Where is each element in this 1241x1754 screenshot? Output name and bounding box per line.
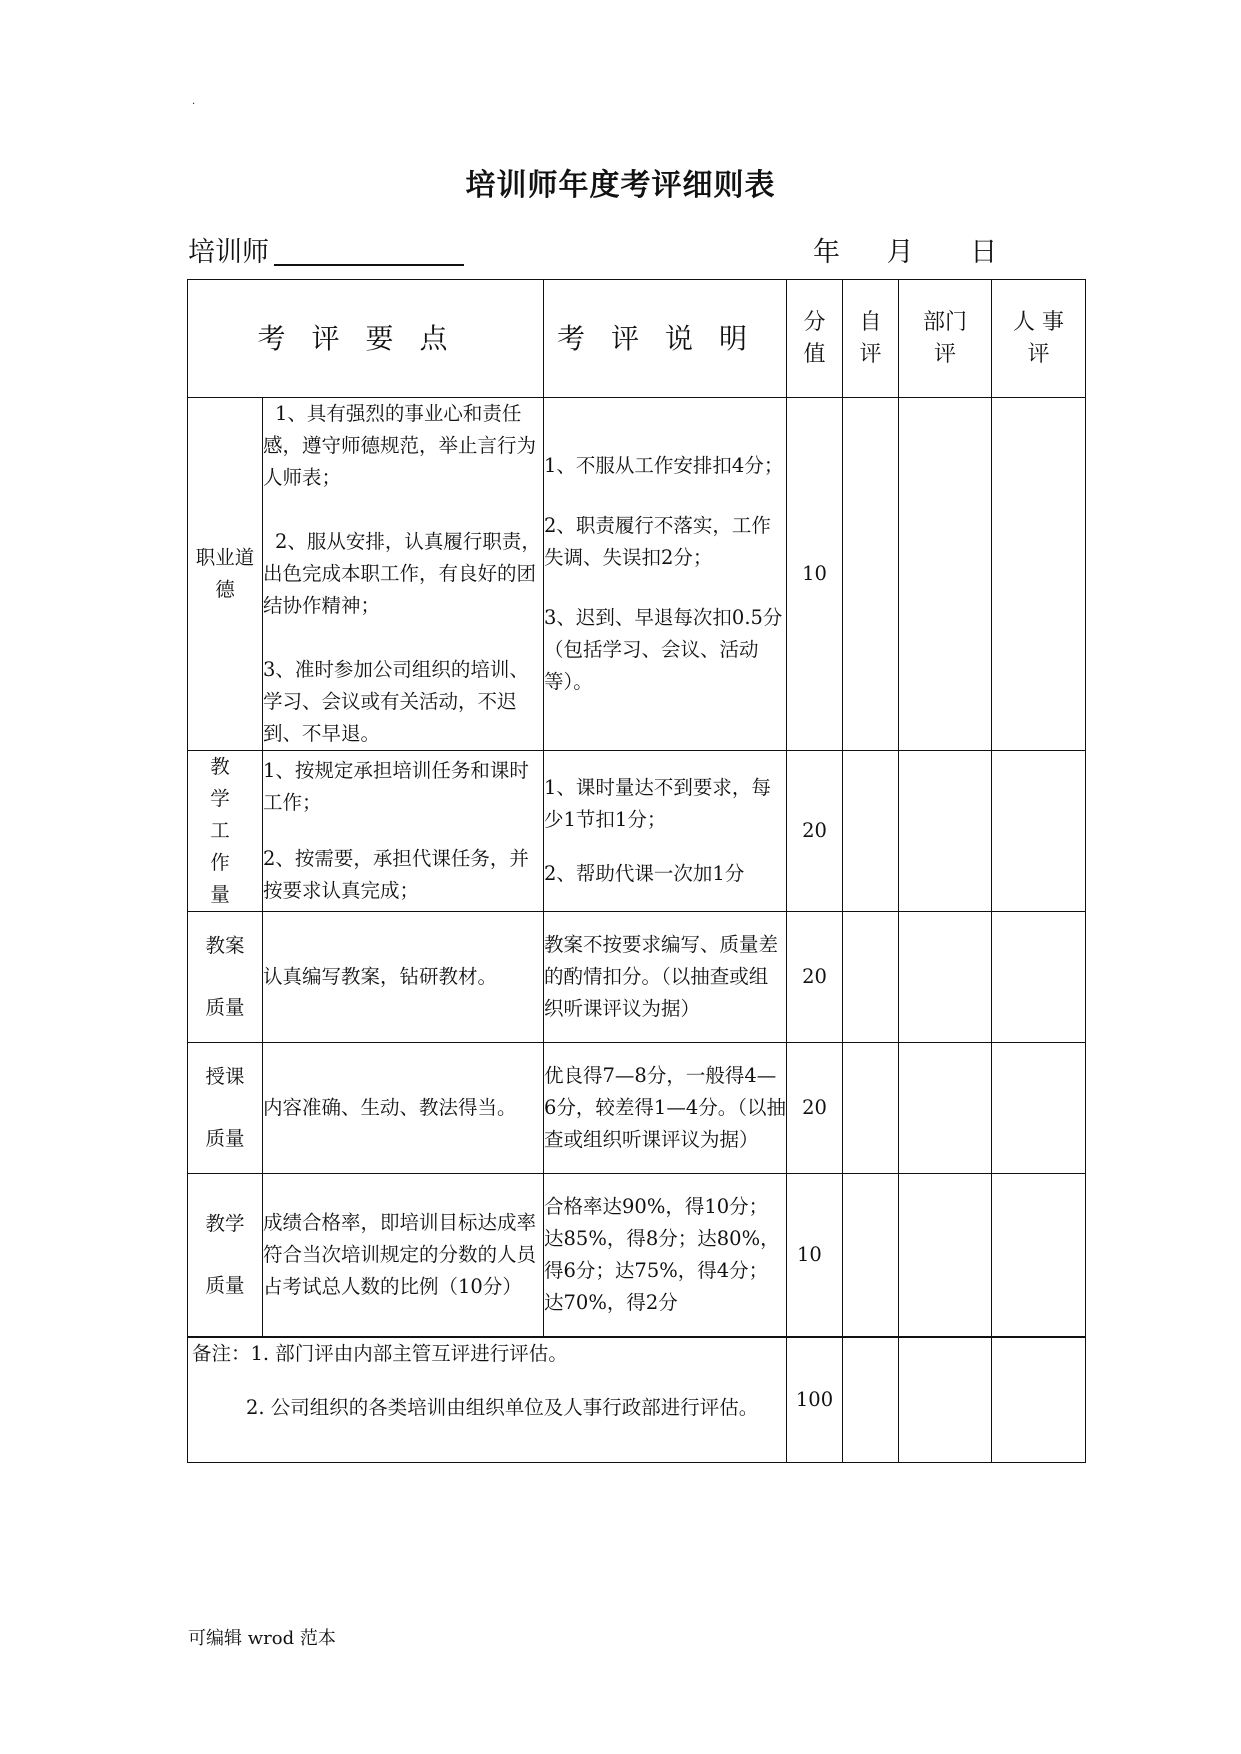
category-cell: 教案质量 <box>188 912 263 1043</box>
self-eval-cell[interactable] <box>843 751 899 912</box>
hr-eval-cell[interactable] <box>992 398 1086 751</box>
description-item: 1、不服从工作安排扣4分； <box>544 454 784 477</box>
category-cell: 教学工作量 <box>188 751 263 912</box>
evaluation-table <box>187 279 1086 1463</box>
description-cell <box>544 398 787 751</box>
description-cell <box>544 912 787 1043</box>
description-item: 优良得7—8分，一般得4—6分，较差得1—4分。（以抽查或组织听课评议为据） <box>544 1064 786 1151</box>
description-item: 1、课时量达不到要求，每少1节扣1分； <box>544 776 771 831</box>
table-row <box>188 912 1086 1043</box>
trainer-label: 培训师 <box>188 237 269 268</box>
score-cell: 20 <box>787 912 843 1043</box>
description-item: 3、迟到、早退每次扣0.5分（包括学习、会议、活动等）。 <box>544 606 783 693</box>
point-item: 认真编写教案，钻研教材。 <box>263 965 498 988</box>
date-year-label: 年 <box>813 237 840 268</box>
self-eval-total-cell[interactable] <box>843 1337 899 1463</box>
header-dept-line2: 评 <box>934 341 957 367</box>
note-cell <box>188 1337 787 1463</box>
points-cell <box>263 1174 544 1337</box>
trainer-info-line <box>188 230 1088 270</box>
self-eval-cell[interactable] <box>843 1043 899 1174</box>
table-row <box>188 1043 1086 1174</box>
note-line-1: 备注：1. 部门评由内部主管互评进行评估。 <box>192 1341 568 1365</box>
table-row <box>188 1174 1086 1337</box>
self-eval-cell[interactable] <box>843 1174 899 1337</box>
page-dot: . <box>192 96 196 107</box>
trainer-name-blank <box>274 264 464 266</box>
header-description: 考评说明 <box>544 280 787 398</box>
dept-eval-cell[interactable] <box>899 398 992 751</box>
dept-eval-total-cell[interactable] <box>899 1337 992 1463</box>
description-item: 2、职责履行不落实，工作失调、失误扣2分； <box>544 514 771 569</box>
point-item: 2、按需要，承担代课任务，并按要求认真完成； <box>263 847 529 902</box>
description-item: 2、帮助代课一次加1分 <box>544 862 745 885</box>
point-item: 1、按规定承担培训任务和课时工作； <box>263 759 529 814</box>
score-cell: 10 <box>787 398 843 751</box>
points-cell <box>263 912 544 1043</box>
description-cell <box>544 751 787 912</box>
total-score-cell: 100 <box>787 1337 843 1463</box>
header-self-line1: 自 <box>859 309 882 335</box>
page-footer: 可编辑 wrod 范本 <box>188 1628 336 1649</box>
points-cell <box>263 1043 544 1174</box>
header-self-line2: 评 <box>859 341 882 367</box>
date-field <box>813 230 997 269</box>
score-cell: 10 <box>787 1174 843 1337</box>
point-item: 2、服从安排，认真履行职责，出色完成本职工作，有良好的团结协作精神； <box>263 530 541 617</box>
table-row <box>188 751 1086 912</box>
header-hr-eval <box>992 280 1086 398</box>
point-item: 内容准确、生动、教法得当。 <box>263 1096 517 1119</box>
hr-eval-cell[interactable] <box>992 912 1086 1043</box>
note-row <box>188 1337 1086 1463</box>
header-dept-eval <box>899 280 992 398</box>
category-cell: 职业道德 <box>188 398 263 751</box>
header-score-line1: 分 <box>803 309 826 335</box>
category-cell: 教学质量 <box>188 1174 263 1337</box>
description-cell <box>544 1174 787 1337</box>
table-header-row <box>188 280 1086 398</box>
header-dept-line1: 部门 <box>923 309 968 335</box>
points-cell <box>263 751 544 912</box>
header-hr-line2: 评 <box>1027 341 1050 367</box>
description-item: 教案不按要求编写、质量差的酌情扣分。（以抽查或组织听课评议为据） <box>544 933 779 1020</box>
self-eval-cell[interactable] <box>843 398 899 751</box>
hr-eval-total-cell[interactable] <box>992 1337 1086 1463</box>
header-score <box>787 280 843 398</box>
dept-eval-cell[interactable] <box>899 1174 992 1337</box>
header-score-line2: 值 <box>803 341 826 367</box>
note-line-2: 2. 公司组织的各类培训由组织单位及人事行政部进行评估。 <box>246 1395 759 1419</box>
date-month-label: 月 <box>886 237 914 268</box>
score-cell: 20 <box>787 1043 843 1174</box>
description-cell <box>544 1043 787 1174</box>
point-item: 成绩合格率，即培训目标达成率符合当次培训规定的分数的人员占考试总人数的比例（10分） <box>263 1210 537 1298</box>
page-title: 培训师年度考评细则表 <box>465 168 776 203</box>
self-eval-cell[interactable] <box>843 912 899 1043</box>
header-self-eval <box>843 280 899 398</box>
points-cell <box>263 398 544 751</box>
hr-eval-cell[interactable] <box>992 1174 1086 1337</box>
category-cell: 授课质量 <box>188 1043 263 1174</box>
header-hr-line1: 人 事 <box>1013 309 1065 335</box>
hr-eval-cell[interactable] <box>992 751 1086 912</box>
table-row <box>188 398 1086 751</box>
dept-eval-cell[interactable] <box>899 1043 992 1174</box>
score-cell: 20 <box>787 751 843 912</box>
point-item: 3、准时参加公司组织的培训、学习、会议或有关活动，不迟到、不早退。 <box>263 658 529 745</box>
hr-eval-cell[interactable] <box>992 1043 1086 1174</box>
description-item: 合格率达90%，得10分；达85%，得8分；达80%，得6分；达75%，得4分；达70%，得2分 <box>544 1194 780 1314</box>
dept-eval-cell[interactable] <box>899 912 992 1043</box>
header-points: 考评要点 <box>188 280 544 398</box>
dept-eval-cell[interactable] <box>899 751 992 912</box>
date-day-label: 日 <box>970 237 998 268</box>
point-item: 1、具有强烈的事业心和责任感，遵守师德规范，举止言行为人师表； <box>263 402 537 489</box>
